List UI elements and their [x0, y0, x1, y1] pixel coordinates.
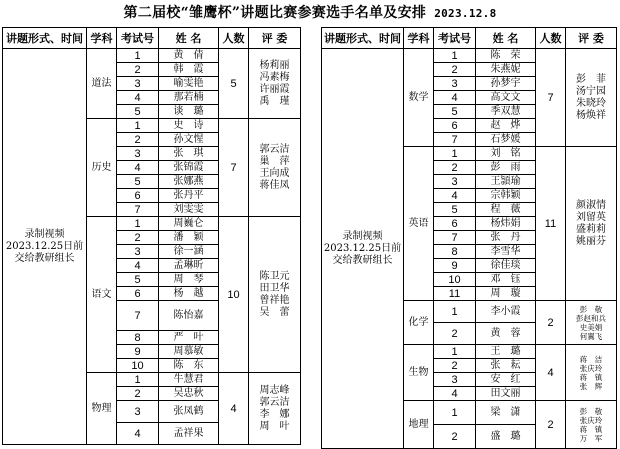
- exam-no-cell: 1: [117, 217, 159, 231]
- exam-no-cell: 3: [117, 77, 159, 91]
- contestant-name-cell: 高文文: [476, 91, 536, 105]
- subject-cell: 物理: [87, 373, 117, 445]
- exam-no-cell: 1: [117, 49, 159, 63]
- judges-cell: 郭云洁 巢 萍 王向成 蒋佳凤: [249, 119, 301, 217]
- exam-no-cell: 5: [117, 273, 159, 287]
- exam-no-cell: 3: [117, 245, 159, 259]
- contestant-name-cell: 李雪华: [476, 245, 536, 259]
- contestant-name-cell: 孟祥果: [159, 423, 219, 445]
- exam-no-cell: 3: [117, 147, 159, 161]
- judges-cell: 彭 敬 彭赵和兵 史美娟 何翼飞: [566, 301, 617, 345]
- contestant-name-cell: 黄 蓉: [476, 323, 536, 345]
- contestant-name-cell: 杨 越: [159, 287, 219, 301]
- header-subject: 学科: [87, 28, 117, 49]
- submission-form-cell: 录制视频 2023.12.25日前 交给教研组长: [322, 49, 404, 449]
- exam-no-cell: 7: [117, 301, 159, 331]
- title-date: 2023.12.8: [434, 7, 497, 20]
- exam-no-cell: 2: [117, 63, 159, 77]
- contestant-name-cell: 张丹平: [159, 189, 219, 203]
- exam-no-cell: 1: [434, 301, 476, 323]
- judges-cell: 陈卫元 田卫华 曾祥艳 吴 蕾: [249, 217, 301, 373]
- table-header-row: [3, 28, 301, 49]
- header-name: 姓 名: [476, 28, 536, 49]
- contestant-name-cell: 孟琳昕: [159, 259, 219, 273]
- contestant-name-cell: 徐佳琰: [476, 259, 536, 273]
- exam-no-cell: 4: [117, 423, 159, 445]
- contestant-name-cell: 陈 东: [159, 359, 219, 373]
- header-exam-no: 考试号: [117, 28, 159, 49]
- exam-no-cell: 5: [434, 105, 476, 119]
- subject-cell: 语文: [87, 217, 117, 373]
- contestant-name-cell: 安 红: [476, 373, 536, 387]
- exam-no-cell: 10: [117, 359, 159, 373]
- contestant-name-cell: 王 璐: [476, 345, 536, 359]
- header-name: 姓 名: [159, 28, 219, 49]
- contestant-name-cell: 孙文惺: [159, 133, 219, 147]
- contestant-name-cell: 史 诗: [159, 119, 219, 133]
- contestant-name-cell: 彭 雨: [476, 161, 536, 175]
- contestant-name-cell: 吴忠秋: [159, 387, 219, 401]
- exam-no-cell: 6: [117, 287, 159, 301]
- schedule-table-right: [321, 27, 617, 449]
- contestant-name-cell: 程 薇: [476, 203, 536, 217]
- count-cell: 2: [536, 401, 566, 449]
- count-cell: 5: [219, 49, 249, 119]
- contestant-name-cell: 刘雯雯: [159, 203, 219, 217]
- header-count: 人数: [219, 28, 249, 49]
- count-cell: 11: [536, 147, 566, 301]
- subject-cell: 地理: [404, 401, 434, 449]
- title-text: 第二届校“雏鹰杯”讲题比赛参赛选手名单及安排: [123, 5, 427, 21]
- exam-no-cell: 5: [117, 105, 159, 119]
- judges-cell: 蒋 洁 张庆玲 蒋 镇 张 辉: [566, 345, 617, 401]
- subject-cell: 生物: [404, 345, 434, 401]
- exam-no-cell: 4: [434, 189, 476, 203]
- exam-no-cell: 2: [434, 63, 476, 77]
- exam-no-cell: 3: [434, 373, 476, 387]
- contestant-name-cell: 张娜燕: [159, 175, 219, 189]
- contestant-name-cell: 张 耘: [476, 359, 536, 373]
- exam-no-cell: 8: [117, 331, 159, 345]
- subject-cell: 道法: [87, 49, 117, 119]
- contestant-name-cell: 杨炜娟: [476, 217, 536, 231]
- subject-cell: 英语: [404, 147, 434, 301]
- judges-cell: 周志峰 郭云洁 李 娜 周 叶: [249, 373, 301, 445]
- exam-no-cell: 1: [117, 119, 159, 133]
- contestant-name-cell: 陈 荣: [476, 49, 536, 63]
- exam-no-cell: 1: [434, 345, 476, 359]
- submission-form-cell: 录制视频 2023.12.25日前 交给教研组长: [3, 49, 87, 445]
- contestant-name-cell: 石梦媛: [476, 133, 536, 147]
- table-row: [3, 49, 301, 63]
- header-exam-no: 考试号: [434, 28, 476, 49]
- exam-no-cell: 7: [117, 203, 159, 217]
- judges-cell: 颜淑情 刘留英 盛莉莉 姚丽芬: [566, 147, 617, 301]
- header-judges: 评 委: [566, 28, 617, 49]
- count-cell: 4: [219, 373, 249, 445]
- contestant-name-cell: 那若楠: [159, 91, 219, 105]
- contestant-name-cell: 严 叶: [159, 331, 219, 345]
- contestant-name-cell: 邓 钰: [476, 273, 536, 287]
- exam-no-cell: 9: [117, 345, 159, 359]
- contestant-name-cell: 张 丹: [476, 231, 536, 245]
- contestant-name-cell: 谈 璐: [159, 105, 219, 119]
- contestant-name-cell: 孙梦宇: [476, 77, 536, 91]
- exam-no-cell: 4: [117, 91, 159, 105]
- contestant-name-cell: 张凤鹤: [159, 401, 219, 423]
- contestant-name-cell: 喻雯艳: [159, 77, 219, 91]
- contestant-name-cell: 张 琪: [159, 147, 219, 161]
- exam-no-cell: 5: [434, 203, 476, 217]
- contestant-name-cell: 徐一涵: [159, 245, 219, 259]
- schedule-table-left: [2, 27, 301, 445]
- subject-cell: 数学: [404, 49, 434, 147]
- exam-no-cell: 1: [434, 49, 476, 63]
- contestant-name-cell: 盛 璐: [476, 425, 536, 449]
- exam-no-cell: 2: [117, 387, 159, 401]
- header-form: 讲题形式、时间: [322, 28, 404, 49]
- contestant-name-cell: 宗韩颖: [476, 189, 536, 203]
- exam-no-cell: 3: [434, 175, 476, 189]
- judges-cell: 彭 菲 汤宁园 朱晓玲 杨焕祥: [566, 49, 617, 147]
- subject-cell: 化学: [404, 301, 434, 345]
- contestant-name-cell: 牛慧君: [159, 373, 219, 387]
- exam-no-cell: 4: [434, 91, 476, 105]
- exam-no-cell: 6: [434, 119, 476, 133]
- contestant-name-cell: 韩 霞: [159, 63, 219, 77]
- exam-no-cell: 1: [434, 401, 476, 425]
- contestant-name-cell: 周慕敏: [159, 345, 219, 359]
- exam-no-cell: 5: [117, 175, 159, 189]
- count-cell: 7: [536, 49, 566, 147]
- exam-no-cell: 10: [434, 273, 476, 287]
- count-cell: 10: [219, 217, 249, 373]
- header-subject: 学科: [404, 28, 434, 49]
- header-form: 讲题形式、时间: [3, 28, 87, 49]
- contestant-name-cell: 王頴瑜: [476, 175, 536, 189]
- contestant-name-cell: 黄 倩: [159, 49, 219, 63]
- exam-no-cell: 4: [117, 161, 159, 175]
- count-cell: 7: [219, 119, 249, 217]
- count-cell: 2: [536, 301, 566, 345]
- table-header-row: [322, 28, 617, 49]
- contestant-name-cell: 潘 颖: [159, 231, 219, 245]
- contestant-name-cell: 刘 铭: [476, 147, 536, 161]
- header-count: 人数: [536, 28, 566, 49]
- exam-no-cell: 7: [434, 133, 476, 147]
- contestant-name-cell: 张锦霞: [159, 161, 219, 175]
- exam-no-cell: 4: [117, 259, 159, 273]
- exam-no-cell: 2: [434, 359, 476, 373]
- exam-no-cell: 9: [434, 259, 476, 273]
- exam-no-cell: 7: [434, 231, 476, 245]
- exam-no-cell: 6: [117, 189, 159, 203]
- table-row: [322, 49, 617, 63]
- exam-no-cell: 1: [117, 373, 159, 387]
- exam-no-cell: 6: [434, 217, 476, 231]
- count-cell: 4: [536, 345, 566, 401]
- contestant-name-cell: 梁 潇: [476, 401, 536, 425]
- exam-no-cell: 2: [434, 323, 476, 345]
- exam-no-cell: 2: [434, 161, 476, 175]
- contestant-name-cell: 季双慧: [476, 105, 536, 119]
- contestant-name-cell: 周 璇: [476, 287, 536, 301]
- exam-no-cell: 11: [434, 287, 476, 301]
- exam-no-cell: 1: [434, 147, 476, 161]
- exam-no-cell: 2: [117, 133, 159, 147]
- exam-no-cell: 4: [434, 387, 476, 401]
- exam-no-cell: 3: [434, 77, 476, 91]
- exam-no-cell: 2: [117, 231, 159, 245]
- contestant-name-cell: 赵 烨: [476, 119, 536, 133]
- subject-cell: 历史: [87, 119, 117, 217]
- judges-cell: 彭 敬 张庆玲 蒋 镇 万 军: [566, 401, 617, 449]
- judges-cell: 杨莉丽 冯素梅 许丽霞 禹 瑾: [249, 49, 301, 119]
- contestant-name-cell: 周巍仑: [159, 217, 219, 231]
- exam-no-cell: 3: [117, 401, 159, 423]
- contestant-name-cell: 朱燕妮: [476, 63, 536, 77]
- page-title: [0, 2, 620, 24]
- contestant-name-cell: 李小霞: [476, 301, 536, 323]
- exam-no-cell: 8: [434, 245, 476, 259]
- exam-no-cell: 2: [434, 425, 476, 449]
- contestant-name-cell: 周 琴: [159, 273, 219, 287]
- header-judges: 评 委: [249, 28, 301, 49]
- contestant-name-cell: 陈怡嘉: [159, 301, 219, 331]
- contestant-name-cell: 田文丽: [476, 387, 536, 401]
